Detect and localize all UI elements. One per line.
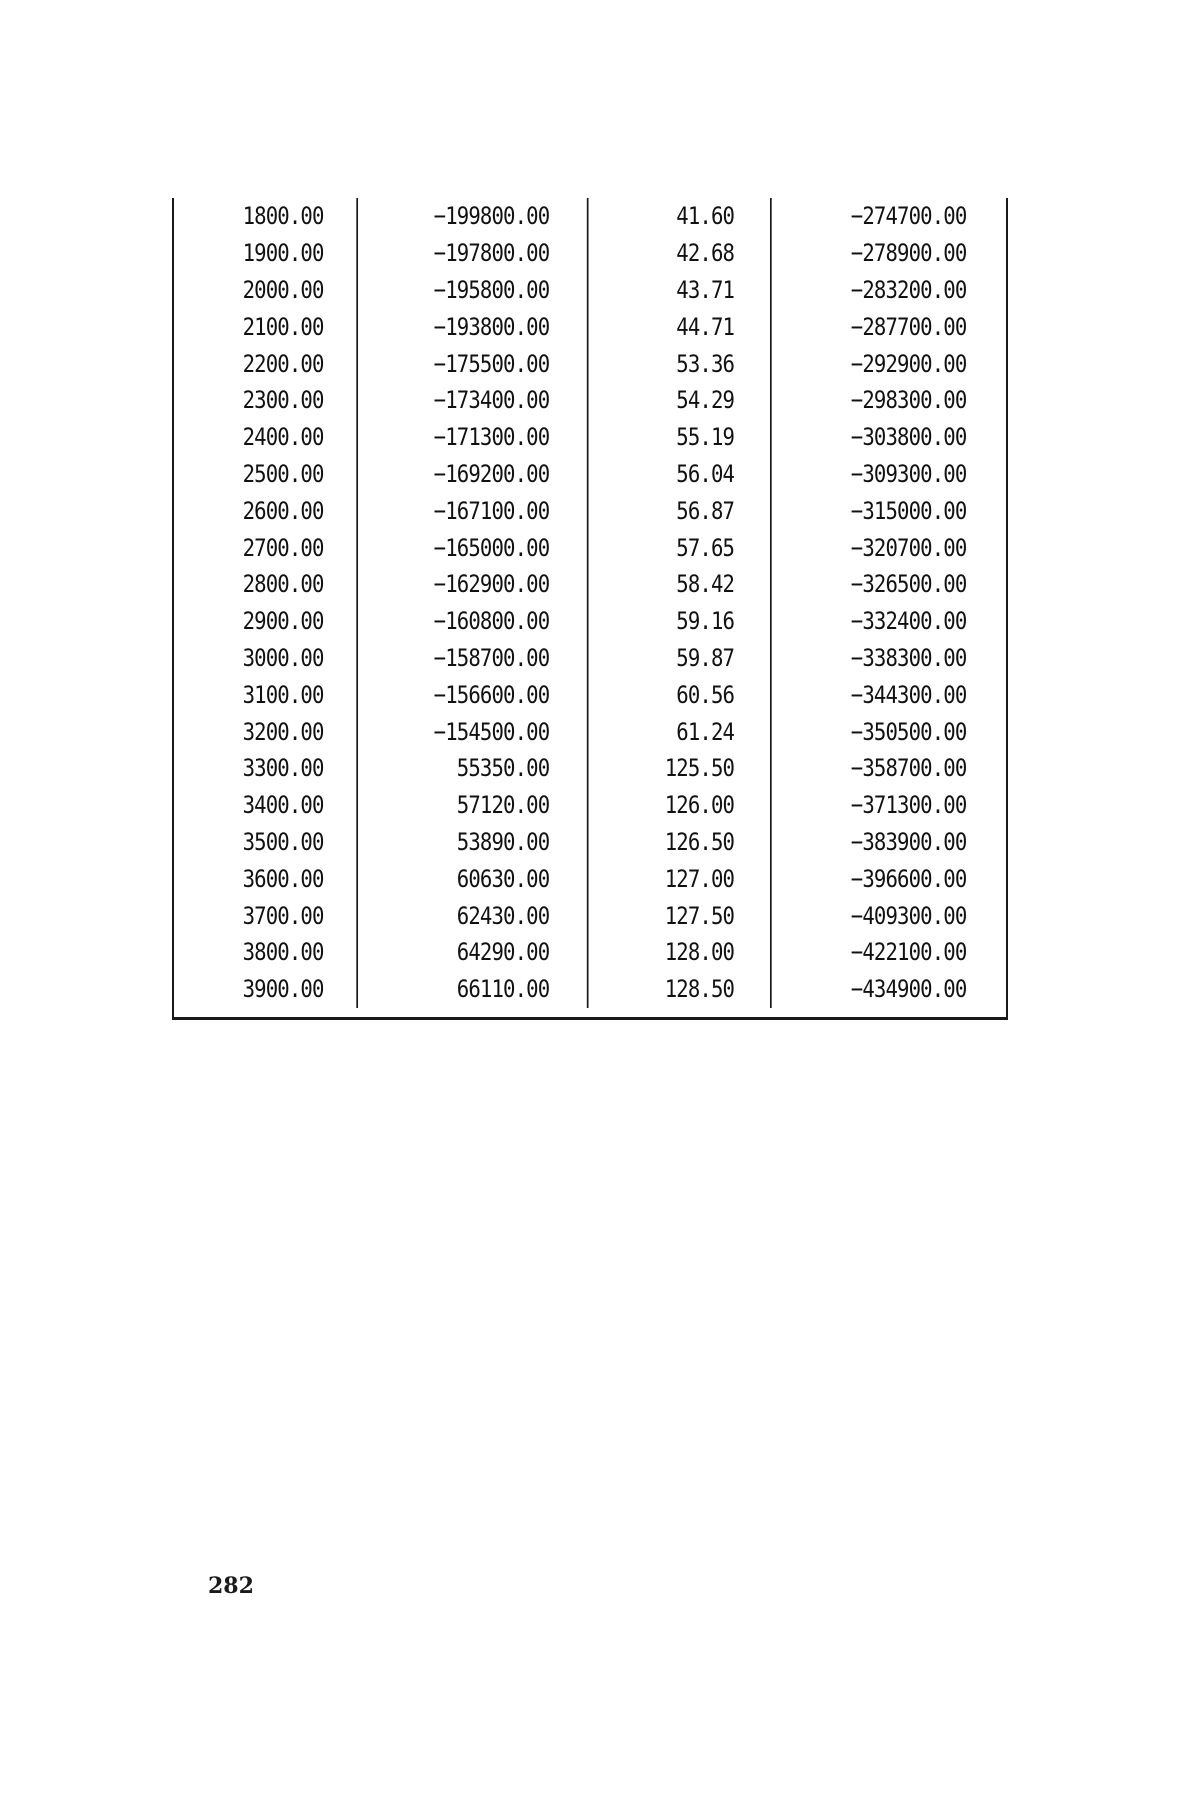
table-cell: 3700.00: [242, 901, 324, 930]
table-cell: −332400.00: [771, 603, 1006, 640]
table-cell: 54.29: [588, 382, 771, 419]
table-cell: 60.56: [588, 676, 771, 713]
table-cell: 126.50: [588, 824, 771, 861]
table-cell: −409300.00: [771, 897, 1006, 934]
table-cell: 1900.00: [242, 239, 324, 268]
table-row: [174, 824, 1006, 861]
table-cell: 64290.00: [357, 934, 588, 971]
table-cell: −173400.00: [357, 382, 588, 419]
table-cell: −383900.00: [771, 824, 1006, 861]
table-cell: −156600.00: [357, 676, 588, 713]
table-row: [174, 713, 1006, 750]
table-cell: 127.50: [588, 897, 771, 934]
table-row: [174, 492, 1006, 529]
table-cell: −162900.00: [357, 566, 588, 603]
table-cell: −292900.00: [771, 345, 1006, 382]
table-row: [174, 382, 1006, 419]
table-cell: 58.42: [588, 566, 771, 603]
table-cell: −169200.00: [357, 456, 588, 493]
table-cell: 55350.00: [357, 750, 588, 787]
table-cell: 2500.00: [242, 459, 324, 488]
table-cell: 3100.00: [242, 680, 324, 709]
table-cell: −160800.00: [357, 603, 588, 640]
table-cell: 3400.00: [242, 791, 324, 820]
table-cell: 3000.00: [242, 643, 324, 672]
table-cell: −358700.00: [771, 750, 1006, 787]
table-cell: 62430.00: [357, 897, 588, 934]
table-cell: −167100.00: [357, 492, 588, 529]
table-cell: −287700.00: [771, 308, 1006, 345]
table-cell: 59.87: [588, 640, 771, 677]
table-cell: 2600.00: [242, 496, 324, 525]
table-row: [174, 566, 1006, 603]
table-cell: 1800.00: [242, 202, 324, 231]
table-cell: −422100.00: [771, 934, 1006, 971]
page-number: 282: [208, 1573, 254, 1599]
table-cell: −274700.00: [771, 198, 1006, 235]
table-cell: 53890.00: [357, 824, 588, 861]
table-cell: 2800.00: [242, 570, 324, 599]
table-row: [174, 345, 1006, 382]
table-row: [174, 235, 1006, 272]
table-cell: −434900.00: [771, 971, 1006, 1008]
table-row: [174, 272, 1006, 309]
table-cell: 60630.00: [357, 860, 588, 897]
table-cell: 3300.00: [242, 754, 324, 783]
table-cell: 3600.00: [242, 864, 324, 893]
table-cell: 125.50: [588, 750, 771, 787]
table-cell: 128.50: [588, 971, 771, 1008]
table-cell: −197800.00: [357, 235, 588, 272]
table-cell: −154500.00: [357, 713, 588, 750]
table-cell: −171300.00: [357, 419, 588, 456]
table-row: [174, 198, 1006, 235]
table-cell: 2900.00: [242, 607, 324, 636]
table-row: [174, 750, 1006, 787]
table-row: [174, 934, 1006, 971]
table-cell: 43.71: [588, 272, 771, 309]
table-row: [174, 676, 1006, 713]
table-cell: 57120.00: [357, 787, 588, 824]
table-row: [174, 603, 1006, 640]
table-cell: 57.65: [588, 529, 771, 566]
table-cell: −199800.00: [357, 198, 588, 235]
table-cell: −350500.00: [771, 713, 1006, 750]
table-cell: 61.24: [588, 713, 771, 750]
table-cell: 56.87: [588, 492, 771, 529]
table-cell: 66110.00: [357, 971, 588, 1008]
table-cell: 2100.00: [242, 312, 324, 341]
table-cell: 3500.00: [242, 827, 324, 856]
table-cell: −158700.00: [357, 640, 588, 677]
table-cell: −371300.00: [771, 787, 1006, 824]
table-cell: 42.68: [588, 235, 771, 272]
table-cell: −303800.00: [771, 419, 1006, 456]
table-row: [174, 860, 1006, 897]
table-cell: −283200.00: [771, 272, 1006, 309]
table-cell: −396600.00: [771, 860, 1006, 897]
table-body: [174, 198, 1006, 1008]
table-cell: −278900.00: [771, 235, 1006, 272]
table-cell: −309300.00: [771, 456, 1006, 493]
table-cell: 2300.00: [242, 386, 324, 415]
table-cell: 2400.00: [242, 423, 324, 452]
data-table: [174, 198, 1006, 1008]
table-cell: 2200.00: [242, 349, 324, 378]
table-cell: 3200.00: [242, 717, 324, 746]
table-cell: −193800.00: [357, 308, 588, 345]
table-cell: 128.00: [588, 934, 771, 971]
table-cell: 59.16: [588, 603, 771, 640]
table-cell: −320700.00: [771, 529, 1006, 566]
table-cell: 41.60: [588, 198, 771, 235]
table-cell: 53.36: [588, 345, 771, 382]
table-cell: 3900.00: [242, 975, 324, 1004]
data-table-frame: [172, 198, 1008, 1020]
table-cell: −326500.00: [771, 566, 1006, 603]
table-cell: −175500.00: [357, 345, 588, 382]
table-cell: 3800.00: [242, 938, 324, 967]
table-cell: 126.00: [588, 787, 771, 824]
table-cell: −344300.00: [771, 676, 1006, 713]
table-cell: −315000.00: [771, 492, 1006, 529]
table-cell: −338300.00: [771, 640, 1006, 677]
table-row: [174, 419, 1006, 456]
table-cell: 55.19: [588, 419, 771, 456]
table-cell: 127.00: [588, 860, 771, 897]
table-row: [174, 897, 1006, 934]
table-cell: −195800.00: [357, 272, 588, 309]
table-cell: 2700.00: [242, 533, 324, 562]
table-cell: −165000.00: [357, 529, 588, 566]
table-cell: 2000.00: [242, 275, 324, 304]
table-row: [174, 971, 1006, 1008]
table-cell: −298300.00: [771, 382, 1006, 419]
table-row: [174, 787, 1006, 824]
table-row: [174, 456, 1006, 493]
table-row: [174, 529, 1006, 566]
table-row: [174, 640, 1006, 677]
table-cell: 44.71: [588, 308, 771, 345]
table-row: [174, 308, 1006, 345]
table-cell: 56.04: [588, 456, 771, 493]
